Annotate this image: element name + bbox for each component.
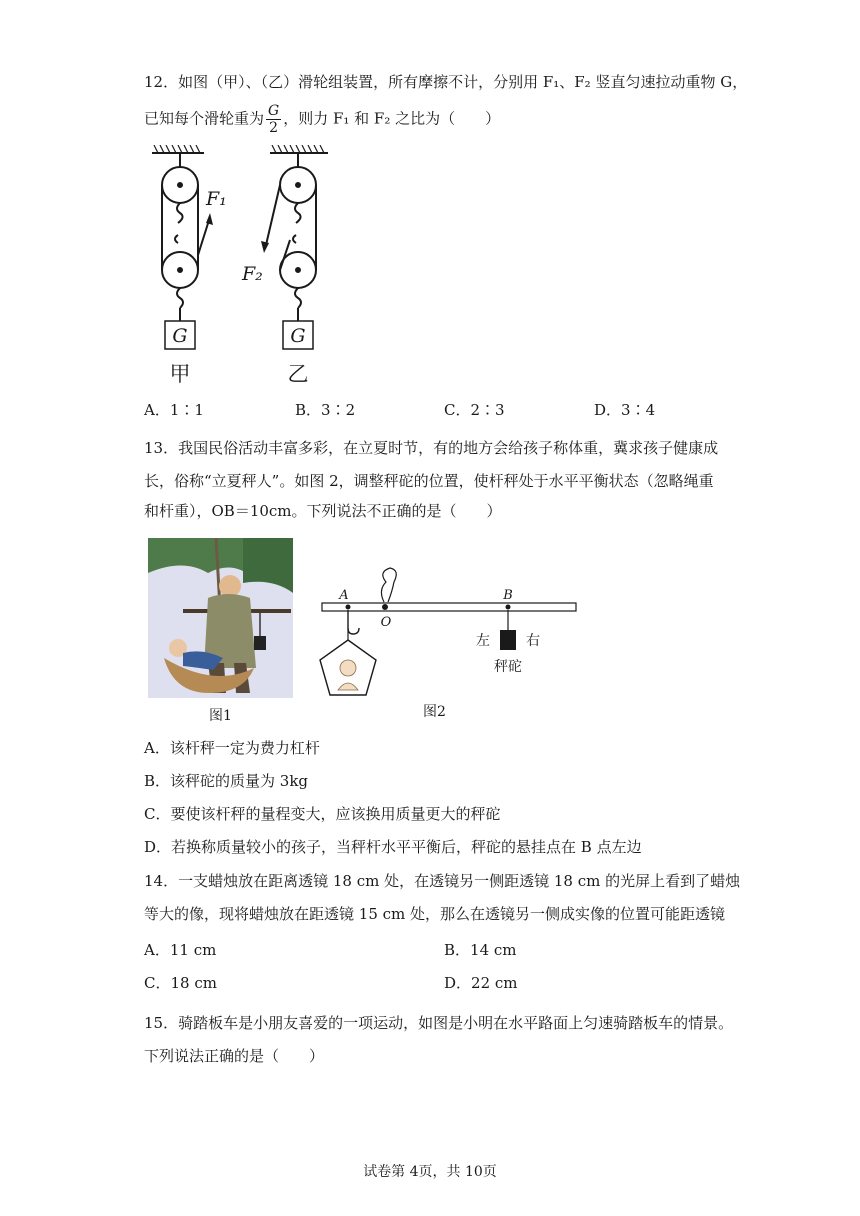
pulley-system-yi <box>261 145 328 349</box>
q12-stem-line2a: 已知每个滑轮重为 <box>144 109 265 128</box>
hook <box>348 610 359 634</box>
q14-stem-line1: 14．一支蜡烛放在距离透镜 18 cm 处，在透镜另一侧距透镜 18 cm 的光屏上看到了蜡烛 <box>144 872 741 890</box>
lever-bar <box>322 603 576 611</box>
q12-fraction-denominator: 2 <box>269 120 279 136</box>
label-left: 左 <box>476 633 490 649</box>
caption-yi: 乙 <box>287 362 309 386</box>
label-o: O <box>380 615 392 630</box>
label-g-yi: G <box>290 325 306 347</box>
q13-option-a: A．该杆秤一定为费力杠杆 <box>144 739 320 757</box>
child-icon <box>340 660 356 676</box>
q13-stem-line2: 长，俗称“立夏秤人”。如图 2，调整秤砣的位置，使杆秤处于水平平衡状态（忽略绳重 <box>144 472 714 490</box>
q13-stem-line3: 和杆重），OB＝10cm。下列说法不正确的是（ ） <box>144 502 502 520</box>
q13-option-d: D．若换称质量较小的孩子，当秤杆水平平衡后，秤砣的悬挂点在 B 点左边 <box>144 838 642 856</box>
q12-pulley-figure <box>140 145 340 395</box>
q15-stem-line2: 下列说法正确的是（ ） <box>144 1047 325 1065</box>
q12-option-b: B．3∶2 <box>295 401 356 419</box>
q12-option-c: C．2∶3 <box>444 401 505 419</box>
q13-stem-line1: 13．我国民俗活动丰富多彩，在立夏时节，有的地方会给孩子称体重，冀求孩子健康成 <box>144 439 719 457</box>
caption-jia: 甲 <box>169 362 191 386</box>
page-footer: 试卷第 4页，共 10页 <box>363 1164 497 1180</box>
q12-option-a: A．1∶1 <box>144 401 204 419</box>
q13-caption-fig1: 图1 <box>209 708 232 724</box>
q14-option-d: D．22 cm <box>444 974 518 992</box>
label-f1: F₁ <box>206 188 227 210</box>
q15-stem-line1: 15．骑踏板车是小朋友喜爱的一项运动，如图是小明在水平路面上匀速骑踏板车的情景。 <box>144 1014 734 1032</box>
q12-option-d: D．3∶4 <box>594 401 656 419</box>
q12-stem-line2 <box>144 103 500 136</box>
fulcrum-rope <box>381 568 396 602</box>
weight-icon <box>500 630 516 650</box>
q12-fraction <box>266 103 281 136</box>
q13-caption-fig2: 图2 <box>423 704 446 720</box>
label-right: 右 <box>526 633 540 649</box>
q14-option-a: A．11 cm <box>144 941 217 959</box>
q13-figure1-illustration <box>148 538 293 698</box>
label-b: B <box>503 588 513 603</box>
label-f2: F₂ <box>242 263 263 285</box>
q13-figure2-steelyard <box>318 560 582 700</box>
q12-stem-line1: 12．如图（甲）、（乙）滑轮组装置，所有摩擦不计，分别用 F₁、F₂ 竖直匀速拉动重物 G， <box>144 73 748 91</box>
q14-option-c: C．18 cm <box>144 974 217 992</box>
q13-option-b: B．该秤砣的质量为 3kg <box>144 772 309 790</box>
q13-option-c: C．要使该杆秤的量程变大，应该换用质量更大的秤砣 <box>144 805 501 823</box>
pulley-system-jia <box>152 145 213 349</box>
label-weight: 秤砣 <box>494 659 522 675</box>
q14-option-b: B．14 cm <box>444 941 517 959</box>
label-g-jia: G <box>172 325 188 347</box>
q12-stem-line2b: ，则力 F₁ 和 F₂ 之比为（ ） <box>283 109 501 128</box>
label-a: A <box>339 588 349 603</box>
q12-fraction-numerator: G <box>268 103 280 119</box>
q14-stem-line2: 等大的像，现将蜡烛放在距透镜 15 cm 处，那么在透镜另一侧成实像的位置可能距透镜 <box>144 905 726 923</box>
